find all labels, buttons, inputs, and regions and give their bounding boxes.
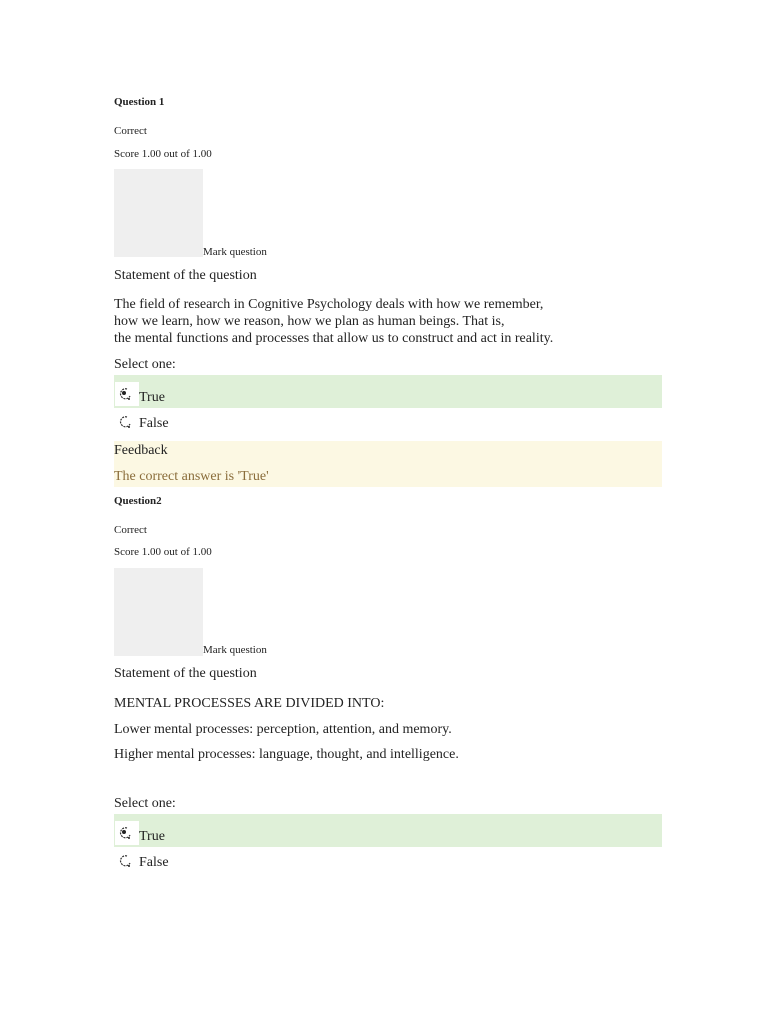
option-label: True	[139, 390, 165, 405]
question-text-line: MENTAL PROCESSES ARE DIVIDED INTO:	[114, 696, 385, 711]
radio-unchecked-icon[interactable]	[115, 849, 139, 873]
question-score: Score 1.00 out of 1.00	[114, 148, 212, 160]
radio-checked-icon[interactable]	[115, 382, 139, 406]
option-label: False	[139, 855, 169, 870]
question-text-line: The field of research in Cognitive Psychology deals with how we remember,	[114, 297, 544, 312]
mark-question-link[interactable]: Mark question	[203, 246, 267, 258]
question-score: Score 1.00 out of 1.00	[114, 546, 212, 558]
feedback-panel	[114, 441, 662, 487]
question-text	[114, 693, 459, 765]
select-one-label: Select one:	[114, 796, 176, 811]
flag-icon[interactable]	[114, 568, 203, 656]
answer-option-true[interactable]	[114, 814, 662, 847]
answer-option-true[interactable]	[114, 375, 662, 408]
answer-option-false[interactable]	[114, 408, 662, 441]
statement-heading: Statement of the question	[114, 666, 257, 681]
question-text-line: the mental functions and processes that allow us to construct and act in reality.	[114, 331, 554, 346]
feedback-title: Feedback	[114, 443, 168, 458]
question-text-line: Higher mental processes: language, thought, and intelligence.	[114, 747, 459, 762]
select-one-label: Select one:	[114, 357, 176, 372]
question-status: Correct	[114, 524, 147, 536]
answer-option-false[interactable]	[114, 847, 662, 880]
question-title: Question2	[114, 495, 162, 507]
question-text-line: how we learn, how we reason, how we plan as human beings. That is,	[114, 314, 505, 329]
mark-question-link[interactable]: Mark question	[203, 644, 267, 656]
question-status: Correct	[114, 125, 147, 137]
feedback-text: The correct answer is 'True'	[114, 469, 269, 484]
radio-unchecked-icon[interactable]	[115, 410, 139, 434]
radio-checked-icon[interactable]	[115, 821, 139, 845]
question-text-line: Lower mental processes: perception, attention, and memory.	[114, 722, 452, 737]
option-label: True	[139, 829, 165, 844]
statement-heading: Statement of the question	[114, 268, 257, 283]
question-text	[114, 294, 553, 349]
option-label: False	[139, 416, 169, 431]
flag-icon[interactable]	[114, 169, 203, 257]
question-title: Question 1	[114, 96, 165, 108]
